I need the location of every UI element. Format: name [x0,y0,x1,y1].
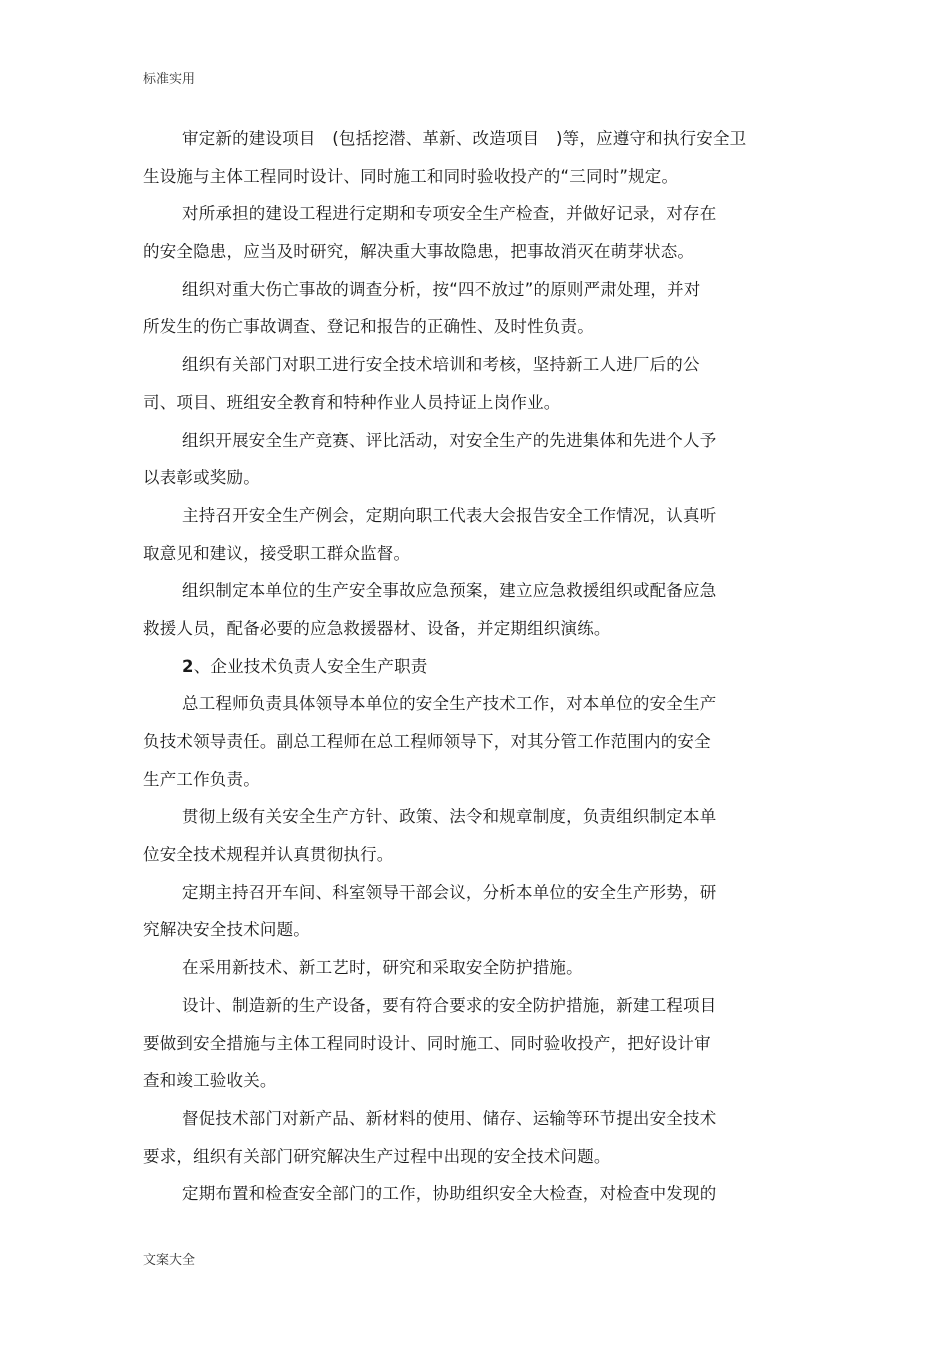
text-line: 司、项目、班组安全教育和特种作业人员持证上岗作业。 [143,392,561,412]
text-line: 贯彻上级有关安全生产方针、政策、法令和规章制度，负责组织制定本单 [182,807,717,827]
page-footer: 文案大全 [143,1253,196,1268]
document-body [143,120,803,1213]
text-line: 组织制定本单位的生产安全事故应急预案，建立应急救援组织或配备应急 [182,581,717,601]
text-line: 生设施与主体工程同时设计、同时施工和同时验收投产的“三同时”规定。 [143,166,679,186]
section-heading: 2、企业技术负责人安全生产职责 [182,656,428,676]
text-line: 要求，组织有关部门研究解决生产过程中出现的安全技术问题。 [143,1146,611,1166]
text-line: 所发生的伤亡事故调查、登记和报告的正确性、及时性负责。 [143,317,594,337]
text-line: 究解决安全技术问题。 [143,920,310,940]
text-line: 审定新的建设项目 (包括挖潜、革新、改造项目 )等，应遵守和执行安全卫 [182,129,747,148]
text-line: 对所承担的建设工程进行定期和专项安全生产检查，并做好记录，对存在 [182,204,717,224]
text-line: 位安全技术规程并认真贯彻执行。 [143,845,394,865]
text-line: 组织对重大伤亡事故的调查分析，按“四不放过”的原则严肃处理，并对 [182,279,701,299]
text-line: 在采用新技术、新工艺时，研究和采取安全防护措施。 [182,958,583,978]
text-line: 总工程师负责具体领导本单位的安全生产技术工作，对本单位的安全生产 [182,694,717,714]
text-line: 的安全隐患，应当及时研究，解决重大事故隐患，把事故消灭在萌芽状态。 [143,242,695,262]
text-line: 主持召开安全生产例会，定期向职工代表大会报告安全工作情况，认真听 [182,505,717,525]
text-line: 以表彰或奖励。 [143,468,260,488]
text-line: 取意见和建议，接受职工群众监督。 [143,543,411,563]
text-line: 督促技术部门对新产品、新材料的使用、储存、运输等环节提出安全技术 [182,1108,717,1128]
text-line: 组织有关部门对职工进行安全技术培训和考核，坚持新工人进厂后的公 [182,355,700,375]
page-header: 标准实用 [143,72,196,87]
text-line: 查和竣工验收关。 [143,1071,277,1091]
text-line: 负技术领导责任。副总工程师在总工程师领导下，对其分管工作范围内的安全 [143,732,711,751]
text-line: 定期主持召开车间、科室领导干部会议，分析本单位的安全生产形势，研 [182,882,717,902]
text-line: 组织开展安全生产竞赛、评比活动，对安全生产的先进集体和先进个人予 [182,430,717,450]
text-line: 定期布置和检查安全部门的工作，协助组织安全大检查，对检查中发现的 [182,1184,717,1204]
text-line: 设计、制造新的生产设备，要有符合要求的安全防护措施，新建工程项目 [182,995,717,1015]
text-line: 生产工作负责。 [143,769,260,789]
text-line: 救援人员，配备必要的应急救援器材、设备，并定期组织演练。 [143,618,611,638]
text-line: 要做到安全措施与主体工程同时设计、同时施工、同时验收投产，把好设计审 [143,1033,711,1053]
